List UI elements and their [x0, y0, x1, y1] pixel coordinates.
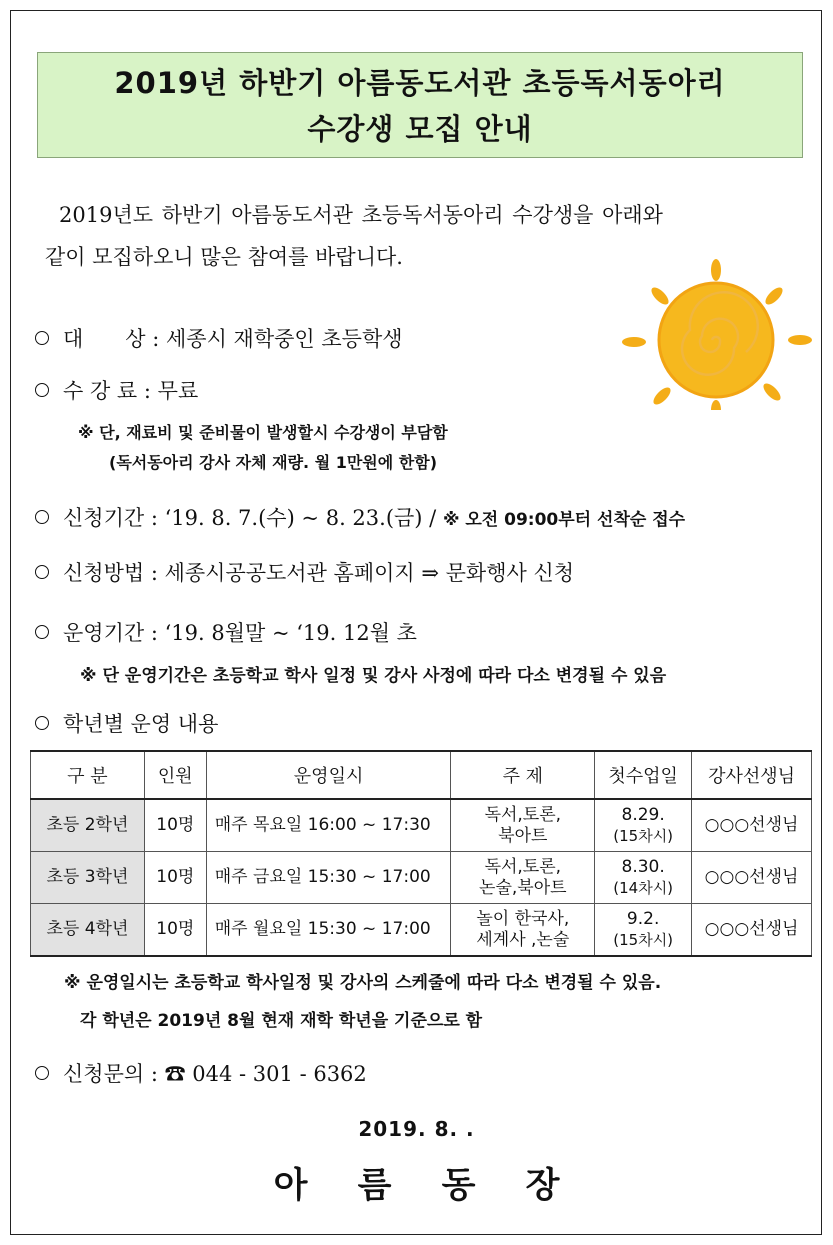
sun-illustration: [622, 258, 814, 410]
first-date: 9.2.: [626, 908, 660, 929]
topic-line: 세계사 ,논술: [476, 929, 570, 950]
intro-line-1: 2019년도 하반기 아름동도서관 초등독서동아리 수강생을 아래와: [59, 203, 663, 227]
header-grade: 구 분: [31, 751, 145, 799]
first-date-cell: [595, 852, 692, 904]
fee-note-1: ※ 단, 재료비 및 준비물이 발생할시 수강생이 부담함: [78, 423, 448, 442]
table-note-1: ※ 운영일시는 초등학교 학사일정 및 강사의 스케줄에 따라 다소 변경될 수 있음.: [64, 973, 662, 993]
topic-cell: [451, 799, 595, 852]
title-line-1: 2019년 하반기 아름동도서관 초등독서동아리: [114, 66, 726, 100]
operation-row: 운영기간 : ‘19. 8월말 ~ ‘19. 12월 초: [35, 618, 417, 648]
inquiry-phone: 044 - 301 - 6362: [192, 1062, 367, 1086]
count-cell: 10명: [144, 852, 206, 904]
phone-icon: ☎: [164, 1062, 186, 1086]
topic-line: 놀이 한국사,: [476, 908, 570, 929]
teacher-cell: ○○○선생님: [692, 904, 812, 957]
circle-bullet-icon: [35, 510, 49, 524]
count-cell: 10명: [144, 904, 206, 957]
period-value: ‘19. 8. 7.(수) ~ 8. 23.(금) /: [164, 506, 437, 530]
header-first-date: 첫수업일: [595, 751, 692, 799]
first-date: 8.30.: [621, 856, 665, 877]
count-cell: 10명: [144, 799, 206, 852]
operation-value: ‘19. 8월말 ~ ‘19. 12월 초: [164, 621, 417, 645]
operation-note: ※ 단 운영기간은 초등학교 학사 일정 및 강사 사정에 따라 다소 변경될 수 있음: [80, 666, 667, 686]
grade-cell: 초등 3학년: [31, 852, 145, 904]
time-cell: 매주 금요일 15:30 ~ 17:00: [206, 852, 451, 904]
inquiry-row: 신청문의 : ☎ 044 - 301 - 6362: [35, 1059, 367, 1089]
table-row: [31, 904, 812, 957]
fee-note-2: (독서동아리 강사 자체 재량. 월 1만원에 한함): [109, 453, 438, 472]
fee-value: 무료: [157, 379, 199, 403]
content-row: [35, 709, 218, 739]
circle-bullet-icon: [35, 383, 49, 397]
teacher-cell: ○○○선생님: [692, 799, 812, 852]
circle-bullet-icon: [35, 716, 49, 730]
schedule-table: [30, 750, 812, 957]
method-value: 세종시공공도서관 홈페이지 ⇒ 문화행사 신청: [164, 561, 575, 585]
teacher-cell: ○○○선생님: [692, 852, 812, 904]
time-cell: 매주 목요일 16:00 ~ 17:30: [206, 799, 451, 852]
fee-label: 수 강 료: [63, 379, 138, 403]
table-row: [31, 852, 812, 904]
title-banner: [37, 52, 803, 158]
title-line-2: 수강생 모집 안내: [307, 112, 533, 146]
topic-line: 논술,북아트: [479, 877, 567, 898]
operation-label: 운영기간: [63, 621, 145, 645]
circle-bullet-icon: [35, 1066, 49, 1080]
content-label: 학년별 운영 내용: [63, 712, 219, 736]
circle-bullet-icon: [35, 625, 49, 639]
first-date-cell: [595, 904, 692, 957]
topic-line: 북아트: [498, 825, 548, 846]
signature: 아 름 동 장: [273, 1166, 560, 1206]
target-row: 대 상 : 세종시 재학중인 초등학생: [35, 324, 403, 354]
topic-line: 독서,토론,: [484, 856, 562, 877]
header-time: 운영일시: [206, 751, 451, 799]
fee-row: 수 강 료 : 무료: [35, 376, 198, 406]
time-cell: 매주 월요일 15:30 ~ 17:00: [206, 904, 451, 957]
period-row: 신청기간 : ‘19. 8. 7.(수) ~ 8. 23.(금) / ※ 오전 09:00부터 선착순 접수: [35, 503, 685, 535]
target-value: 세종시 재학중인 초등학생: [166, 327, 403, 351]
target-label: 대 상: [63, 327, 146, 351]
method-label: 신청방법: [63, 561, 145, 585]
table-row: [31, 799, 812, 852]
intro-line-2: 같이 모집하오니 많은 참여를 바랍니다.: [45, 245, 403, 269]
table-header-row: [31, 751, 812, 799]
topic-cell: [451, 904, 595, 957]
header-topic: 주 제: [451, 751, 595, 799]
session-count: (15차시): [613, 930, 674, 949]
method-row: 신청방법 : 세종시공공도서관 홈페이지 ⇒ 문화행사 신청: [35, 558, 574, 588]
grade-cell: 초등 2학년: [31, 799, 145, 852]
period-label: 신청기간: [63, 506, 145, 530]
first-date: 8.29.: [621, 804, 665, 825]
topic-line: 독서,토론,: [484, 804, 562, 825]
table-note-2: 각 학년은 2019년 8월 현재 재학 학년을 기준으로 함: [80, 1011, 483, 1031]
circle-bullet-icon: [35, 331, 49, 345]
inquiry-label: 신청문의: [63, 1062, 145, 1086]
session-count: (14차시): [613, 878, 674, 897]
period-note: ※ 오전 09:00부터 선착순 접수: [442, 510, 686, 530]
issue-date: 2019. 8. .: [358, 1117, 475, 1141]
topic-cell: [451, 852, 595, 904]
grade-cell: 초등 4학년: [31, 904, 145, 957]
circle-bullet-icon: [35, 565, 49, 579]
header-teacher: 강사선생님: [692, 751, 812, 799]
session-count: (15차시): [613, 826, 674, 845]
header-count: 인원: [144, 751, 206, 799]
first-date-cell: [595, 799, 692, 852]
